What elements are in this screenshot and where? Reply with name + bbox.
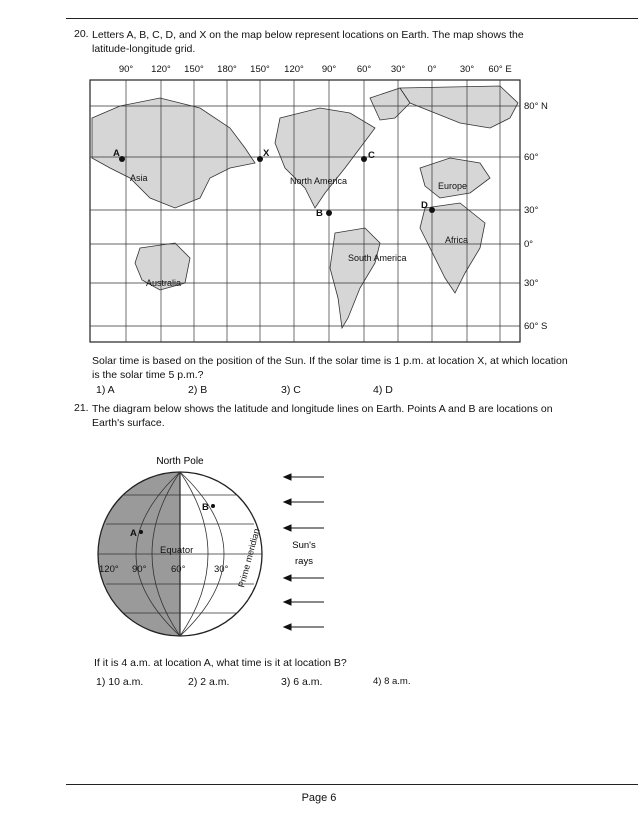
map-lat-label: 30° [524,278,539,289]
footer-rule [66,784,638,785]
map-lon-label: 60° [356,64,372,75]
q20-choice-3[interactable]: 3) C [281,384,301,396]
map-lat-label: 80° N [524,101,548,112]
continent-label-australia: Australia [146,278,182,288]
map-point-b-label: B [316,208,323,219]
globe-point-b [211,504,215,508]
q20-number: 20. [74,28,89,40]
map-lat-label: 30° [524,205,539,216]
globe-lon-label: 60° [171,564,186,575]
map-lon-label: 60° E [488,64,512,75]
q21-number: 21. [74,402,89,414]
continent-label-africa: Africa [445,235,469,245]
map-lon-label: 90° [118,64,134,75]
q20-question: Solar time is based on the position of the Sun. If the solar time is 1 p.m. at location X, at which location is the solar time 5 p.m.? [92,355,568,381]
q21-question: If it is 4 a.m. at location A, what time is it at location B? [94,657,347,669]
q21-prompt: The diagram below shows the latitude and longitude lines on Earth. Points A and B are locations on Earth's surface. [92,403,553,429]
map-point-b [326,210,332,216]
map-point-d-label: D [421,200,428,211]
q20-choice-1[interactable]: 1) A [96,384,115,396]
q21-choice-2[interactable]: 2) 2 a.m. [188,676,230,688]
map-lon-label: 120° [151,64,171,75]
q21-globe-diagram [94,450,354,650]
q20-prompt: Letters A, B, C, D, and X on the map below represent locations on Earth. The map shows the latitude-longitude grid. [92,29,524,55]
map-point-x-label: X [263,148,270,159]
map-point-c-label: C [368,150,375,161]
map-lon-label: 30° [390,64,406,75]
globe-lon-label: 90° [132,564,147,575]
prime-meridian-label: Prime meridian [236,527,262,589]
map-point-a-label: A [113,148,120,159]
globe-lon-label: 120° [99,564,119,575]
q20-choice-2[interactable]: 2) B [188,384,208,396]
map-point-a [119,156,125,162]
globe-lon-label: 30° [214,564,229,575]
suns-label: Sun's [292,540,316,551]
map-lon-label: 90° [321,64,337,75]
sun-ray-arrows [284,474,324,630]
globe-point-b-label: B [202,502,209,513]
map-lon-label: 120° [284,64,304,75]
map-lon-label: 30° [459,64,475,75]
globe-point-a [139,530,143,534]
map-point-d [429,207,435,213]
globe-point-a-label: A [130,528,137,539]
map-point-c [361,156,367,162]
q21-choice-4[interactable]: 4) 8 a.m. [373,676,411,687]
rays-label: rays [295,556,313,567]
map-lon-label: 150° [184,64,204,75]
continent-label-europe: Europe [438,181,468,191]
map-lat-label: 0° [524,239,534,250]
continent-label-asia: Asia [130,173,148,183]
continent-label-north-america: North America [290,176,348,186]
q21-choice-3[interactable]: 3) 6 a.m. [281,676,323,688]
map-lon-label: 0° [427,64,437,75]
page-number: Page 6 [301,792,337,804]
q21-choice-1[interactable]: 1) 10 a.m. [96,676,144,688]
q20-world-map [80,58,560,353]
map-lat-label: 60° S [524,321,548,332]
q20-choice-4[interactable]: 4) D [373,384,393,396]
map-lat-label: 60° [524,152,539,163]
continent-label-south-america: South America [348,253,407,263]
north-pole-label: North Pole [156,456,204,467]
map-lon-label: 180° [217,64,237,75]
top-rule [66,18,638,19]
map-lon-label: 150° [250,64,270,75]
equator-label: Equator [160,545,194,556]
